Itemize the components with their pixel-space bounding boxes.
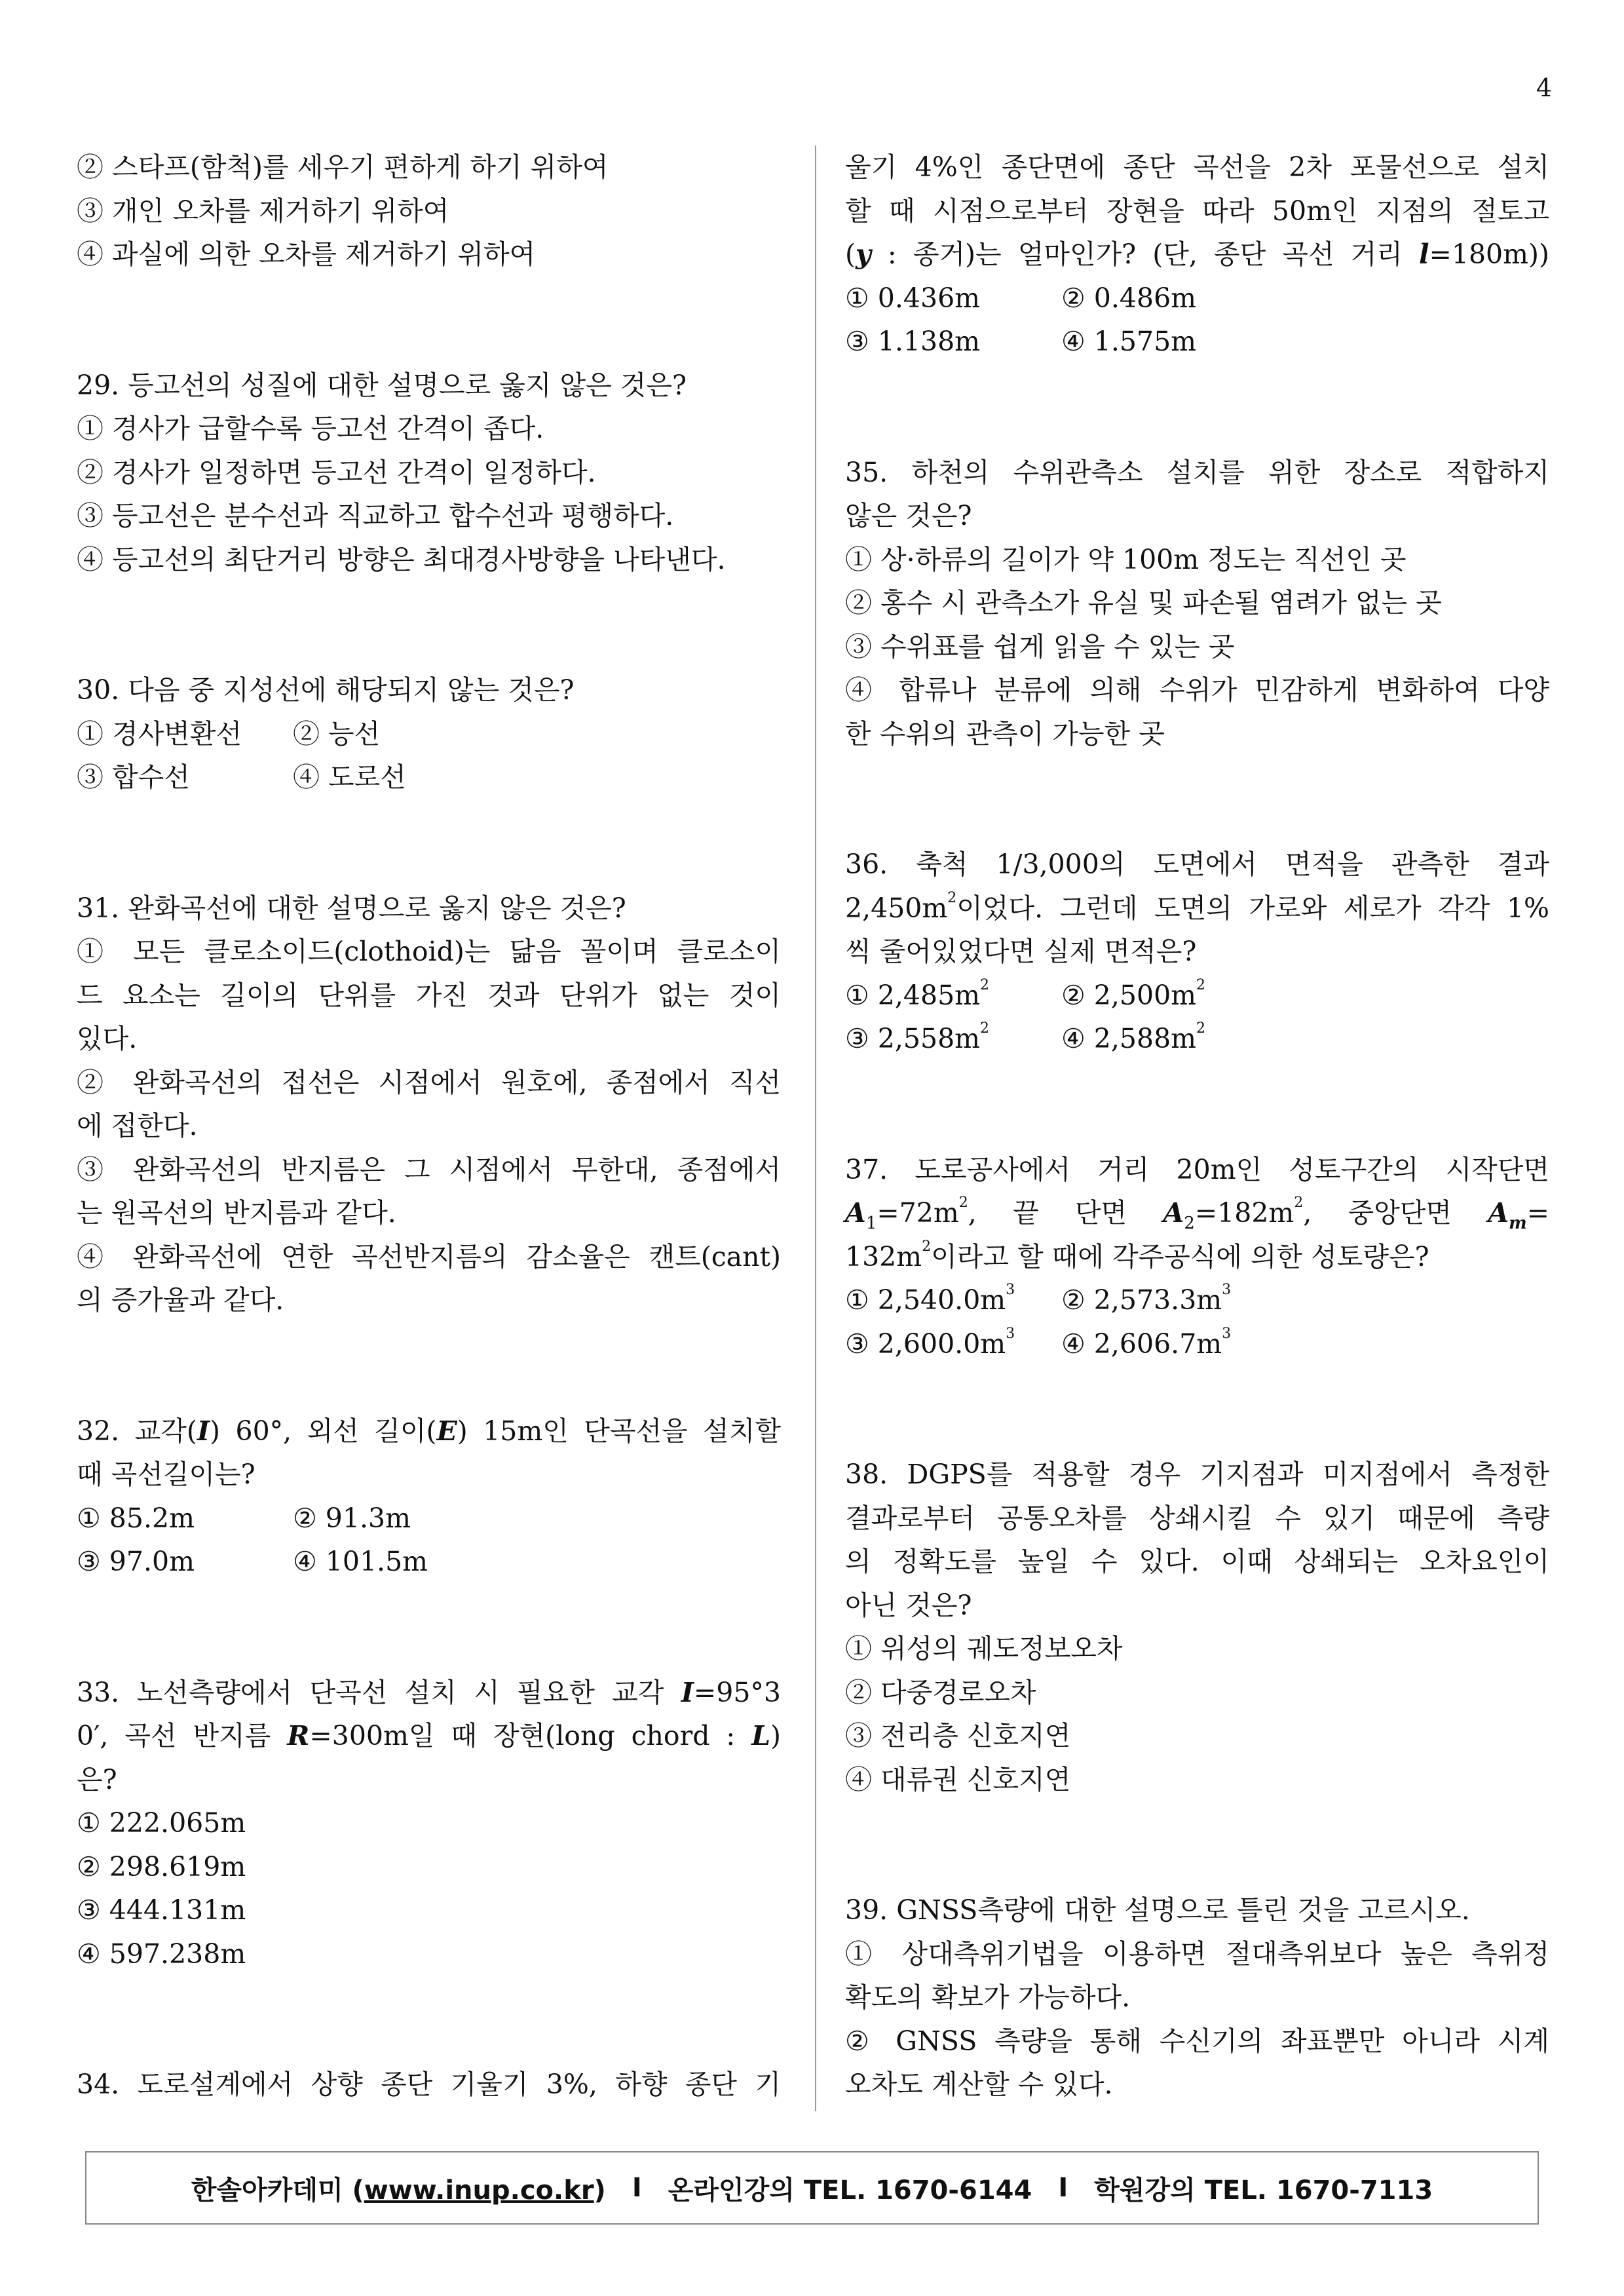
q35-option-4-line-1: ④ 합류나 분류에 의해 수위가 민감하게 변화하여 다양 — [845, 674, 1549, 706]
q33-stem-line-3: 은? — [77, 1763, 117, 1795]
q36-option-1: ① $2,485m^2$ — [845, 976, 990, 1011]
q37-stem-line-2: $A_1=72m^2$, 끝 단면 $A_2=182m^2$, 중앙단면 $A_m=$ — [845, 1195, 1549, 1233]
right-column — [845, 145, 1549, 2107]
q31-stem: 31. 완화곡선에 대한 설명으로 옳지 않은 것은? — [77, 892, 626, 924]
q32-stem-line-1: 32. 교각(I) 60°, 외선 길이(E) 15m인 단곡선을 설치할 — [77, 1415, 781, 1447]
footer-offline-contact: 학원강의 TEL. 1670-7113 — [1094, 2175, 1433, 2206]
q32-option-4: ④ 101.5m — [293, 1546, 428, 1577]
q35-stem-line-1: 35. 하천의 수위관측소 설치를 위한 장소로 적합하지 — [845, 456, 1549, 488]
q30-option-2: ② 능선 — [293, 718, 381, 750]
q29-option-2: ② 경사가 일정하면 등고선 간격이 일정하다. — [77, 456, 596, 488]
q32-option-1: ① 85.2m — [77, 1502, 195, 1534]
q34-stem-line-4: (y : 종거)는 얼마인가? (단, 종단 곡선 거리 l=180m)) — [845, 239, 1549, 270]
q31-option-4-line-2: 의 증가율과 같다. — [77, 1284, 284, 1316]
q34-option-3: ③ 1.138m — [845, 326, 981, 357]
q31-option-1-line-2: 드 요소는 길이의 단위를 가진 것과 단위가 없는 것이 — [77, 979, 781, 1011]
q38-option-1: ① 위성의 궤도정보오차 — [845, 1633, 1123, 1664]
footer-online-contact: 온라인강의 TEL. 1670-6144 — [668, 2175, 1032, 2206]
q29-option-3: ③ 등고선은 분수선과 직교하고 합수선과 평행하다. — [77, 500, 674, 531]
q32-stem-line-2: 때 곡선길이는? — [77, 1459, 255, 1490]
footer-banner — [85, 2151, 1539, 2225]
q35-stem-line-2: 않은 것은? — [845, 500, 972, 531]
q33-option-1: ① 222.065m — [77, 1807, 246, 1839]
q38-option-2: ② 다중경로오차 — [845, 1676, 1036, 1708]
q28-option-2: ② 스타프(함척)를 세우기 편하게 하기 위하여 — [77, 151, 609, 183]
q38-stem-line-4: 아닌 것은? — [845, 1589, 972, 1621]
q38-option-3: ③ 전리층 신호지연 — [845, 1720, 1071, 1751]
q38-stem-line-1: 38. DGPS를 적용할 경우 기지점과 미지점에서 측정한 — [845, 1459, 1549, 1490]
q36-stem-line-1: 36. 축척 1/3,000의 도면에서 면적을 관측한 결과 — [845, 849, 1549, 880]
q29-option-1: ① 경사가 급할수록 등고선 간격이 좁다. — [77, 413, 544, 444]
q38-stem-line-2: 결과로부터 공통오차를 상쇄시킬 수 있기 때문에 측량 — [845, 1502, 1549, 1534]
q31-option-1-line-1: ① 모든 클로소이드(clothoid)는 닮음 꼴이며 클로소이 — [77, 936, 781, 967]
q32-option-3: ③ 97.0m — [77, 1546, 195, 1577]
q34-stem-line-2: 울기 4%인 종단면에 종단 곡선을 2차 포물선으로 설치 — [845, 151, 1549, 183]
q28-option-3: ③ 개인 오차를 제거하기 위하여 — [77, 195, 449, 227]
q34-option-4: ④ 1.575m — [1061, 326, 1197, 357]
q39-option-1-line-1: ① 상대측위기법을 이용하면 절대측위보다 높은 측위정 — [845, 1938, 1549, 1970]
q33-stem-line-2: 0′, 곡선 반지름 R=300m일 때 장현(long chord : L) — [77, 1720, 781, 1751]
q35-option-2: ② 홍수 시 관측소가 유실 및 파손될 염려가 없는 곳 — [845, 587, 1442, 619]
q36-stem-line-2: $2,450m^2$이었다. 그런데 도면의 가로와 세로가 각각 1% — [845, 889, 1549, 924]
q37-stem-line-1: 37. 도로공사에서 거리 20m인 성토구간의 시작단면 — [845, 1153, 1549, 1185]
q32-option-2: ② 91.3m — [293, 1502, 411, 1534]
q31-option-4-line-1: ④ 완화곡선에 연한 곡선반지름의 감소율은 캔트(cant) — [77, 1240, 781, 1272]
left-column — [77, 145, 781, 2107]
q38-option-4: ④ 대류권 신호지연 — [845, 1763, 1071, 1795]
q30-option-3: ③ 합수선 — [77, 761, 190, 793]
q30-stem: 30. 다음 중 지성선에 해당되지 않는 것은? — [77, 674, 575, 706]
q37-option-2: ② $2,573.3m^3$ — [1061, 1282, 1232, 1316]
q33-option-4: ④ 597.238m — [77, 1938, 246, 1970]
q33-option-2: ② 298.619m — [77, 1850, 246, 1883]
q37-option-4: ④ $2,606.7m^3$ — [1061, 1325, 1232, 1360]
q36-option-4: ④ $2,588m^2$ — [1061, 1020, 1206, 1054]
q34-option-2: ② 0.486m — [1061, 282, 1197, 314]
q30-option-1: ① 경사변환선 — [77, 718, 242, 750]
column-divider — [815, 145, 816, 2111]
footer-separator: I — [632, 2173, 642, 2203]
footer-academy: 한솔아카데미 (www.inup.co.kr) — [191, 2175, 606, 2206]
q37-stem-line-3: $132m^2$이라고 할 때에 각주공식에 의한 성토량은? — [845, 1238, 1429, 1272]
q36-stem-line-3: 씩 줄어있었다면 실제 면적은? — [845, 936, 1197, 967]
q37-option-1: ① $2,540.0m^3$ — [845, 1282, 1015, 1316]
q30-option-4: ④ 도로선 — [293, 761, 406, 793]
q35-option-1: ① 상·하류의 길이가 약 100m 정도는 직선인 곳 — [845, 543, 1407, 575]
q39-stem: 39. GNSS측량에 대한 설명으로 틀린 것을 고르시오. — [845, 1894, 1470, 1926]
footer-separator: I — [1058, 2173, 1068, 2203]
q39-option-1-line-2: 확도의 확보가 가능하다. — [845, 1981, 1131, 2013]
q35-option-4-line-2: 한 수위의 관측이 가능한 곳 — [845, 718, 1165, 750]
q28-option-4: ④ 과실에 의한 오차를 제거하기 위하여 — [77, 239, 536, 270]
q39-option-2-line-1: ② GNSS 측량을 통해 수신기의 좌표뿐만 아니라 시계 — [845, 2025, 1549, 2057]
q38-stem-line-3: 의 정확도를 높일 수 있다. 이때 상쇄되는 오차요인이 — [845, 1546, 1549, 1577]
q37-option-3: ③ $2,600.0m^3$ — [845, 1325, 1015, 1360]
q36-option-2: ② $2,500m^2$ — [1061, 976, 1206, 1011]
q35-option-3: ③ 수위표를 쉽게 읽을 수 있는 곳 — [845, 630, 1235, 662]
q31-option-3-line-2: 는 원곡선의 반지름과 같다. — [77, 1197, 396, 1229]
q34-stem-line-3: 할 때 시점으로부터 장현을 따라 50m인 지점의 절토고 — [845, 195, 1549, 227]
q34-stem-line-1: 34. 도로설계에서 상향 종단 기울기 3%, 하향 종단 기 — [77, 2069, 781, 2100]
q29-stem: 29. 등고선의 성질에 대한 설명으로 옳지 않은 것은? — [77, 369, 687, 401]
q31-option-1-line-3: 있다. — [77, 1023, 138, 1054]
q31-option-2-line-2: 에 접한다. — [77, 1110, 198, 1141]
q39-option-2-line-2: 오차도 계산할 수 있다. — [845, 2069, 1113, 2100]
q29-option-4: ④ 등고선의 최단거리 방향은 최대경사방향을 나타낸다. — [77, 543, 726, 575]
footer-url-link[interactable]: www.inup.co.kr — [364, 2175, 594, 2206]
q33-stem-line-1: 33. 노선측량에서 단곡선 설치 시 필요한 교각 I=95°3 — [77, 1676, 781, 1708]
q36-option-3: ③ $2,558m^2$ — [845, 1020, 990, 1054]
q31-option-2-line-1: ② 완화곡선의 접선은 시점에서 원호에, 종점에서 직선 — [77, 1066, 781, 1098]
page-number: 4 — [1536, 73, 1552, 102]
q31-option-3-line-1: ③ 완화곡선의 반지름은 그 시점에서 무한대, 종점에서 — [77, 1153, 781, 1185]
q33-option-3: ③ 444.131m — [77, 1894, 246, 1926]
q34-option-1: ① 0.436m — [845, 282, 981, 314]
